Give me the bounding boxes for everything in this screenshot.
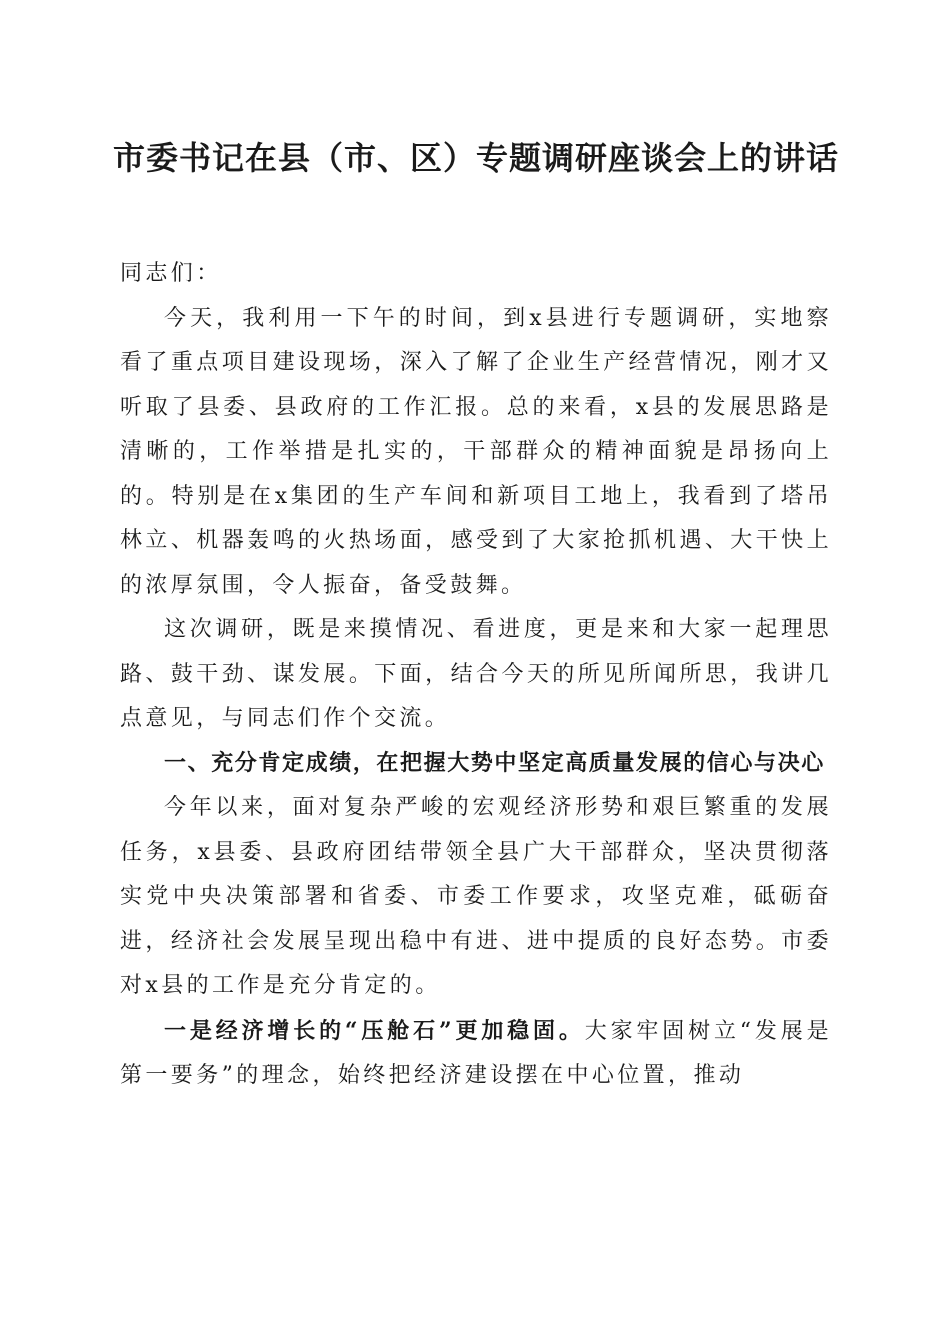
point-1-lead: 一是经济增长的“压舱石”更加稳固。 — [164, 1017, 585, 1044]
document-page — [112, 0, 839, 1344]
paragraph-purpose: 这次调研，既是来摸情况、看进度，更是来和大家一起理思路、鼓干劲、谋发展。下面，结合今天的所见所闻所思，我讲几点意见，与同志们作个交流。 — [120, 617, 832, 731]
point-1-text: 大家牢固树立“发展是第一要务”的理念，始终把经济建设摆在中心位置，推动 — [120, 1018, 832, 1088]
document-body — [120, 252, 832, 1099]
point-1-paragraph — [120, 1009, 832, 1099]
section-1-paragraph: 今年以来，面对复杂严峻的宏观经济形势和艰巨繁重的发展任务，x县委、县政府团结带领全县广大干部群众，坚决贯彻落实党中央决策部署和省委、市委工作要求，攻坚克难，砥砺奋进，经济社会发展呈现出稳中有进、进中提质的良好态势。市委对x县的工作是充分肯定的。 — [120, 795, 832, 998]
salutation: 同志们： — [120, 261, 222, 286]
document-title: 市委书记在县（市、区）专题调研座谈会上的讲话 — [112, 139, 839, 177]
section-1-heading: 一、充分肯定成绩，在把握大势中坚定高质量发展的信心与决心 — [164, 750, 825, 776]
paragraph-intro: 今天，我利用一下午的时间，到x县进行专题调研，实地察看了重点项目建设现场，深入了解了企业生产经营情况，刚才又听取了县委、县政府的工作汇报。总的来看，x县的发展思路是清晰的，工作举措是扎实的，干部群众的精神面貌是昂扬向上的。特别是在x集团的生产车间和新项目工地上，我看到了塔吊林立、机器轰鸣的火热场面，感受到了大家抢抓机遇、大干快上的浓厚氛围，令人振奋，备受鼓舞。 — [120, 305, 832, 598]
